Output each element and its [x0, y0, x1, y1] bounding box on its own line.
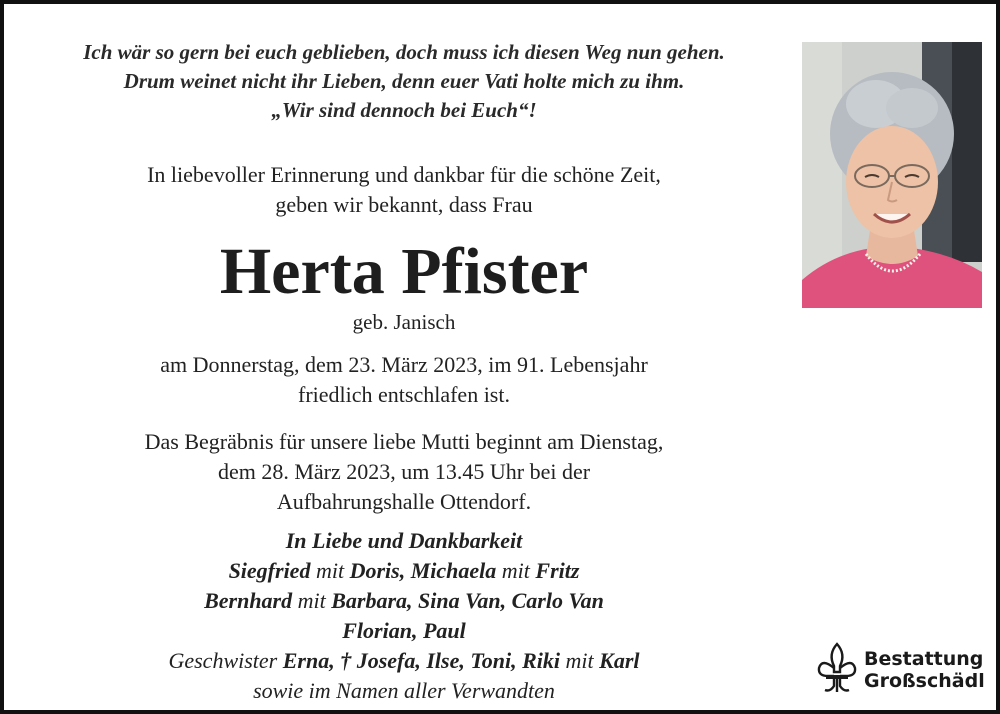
- mit-word: mit: [297, 588, 326, 613]
- fleur-de-lis-icon: [816, 642, 858, 696]
- mourners-line: [44, 556, 764, 586]
- funeral-line: Aufbahrungshalle Ottendorf.: [276, 489, 532, 514]
- death-notice: [44, 350, 764, 410]
- mourners-line: Florian, Paul: [342, 618, 466, 643]
- mourner-name: Bernhard: [204, 588, 293, 613]
- mourners-list: [44, 526, 764, 706]
- funeral-details: [44, 427, 764, 517]
- portrait-photo: [802, 42, 982, 308]
- mit-word: mit: [565, 648, 594, 673]
- funeral-line: Das Begräbnis für unsere liebe Mutti beginnt am Dienstag,: [144, 429, 664, 454]
- deceased-name: Herta Pfister: [219, 235, 589, 308]
- funeral-home-line: Bestattung: [864, 648, 984, 670]
- funeral-home-name: [864, 648, 985, 692]
- mourner-name: Doris, Michaela: [349, 558, 497, 583]
- relatives-line: sowie im Namen aller Verwandten: [253, 678, 555, 703]
- death-line: am Donnerstag, dem 23. März 2023, im 91. Lebensjahr: [160, 352, 648, 377]
- mourners-line: [44, 586, 764, 616]
- verse-line: Drum weinet nicht ihr Lieben, denn euer Vati holte mich zu ihm.: [123, 69, 685, 93]
- funeral-line: dem 28. März 2023, um 13.45 Uhr bei der: [217, 459, 591, 484]
- maiden-name: geb. Janisch: [352, 310, 456, 334]
- intro-line: In liebevoller Erinnerung und dankbar für die schöne Zeit,: [147, 162, 661, 187]
- siblings-label: Geschwister: [168, 648, 278, 673]
- intro-line: geben wir bekannt, dass Frau: [275, 192, 533, 217]
- mourner-name: Siegfried: [228, 558, 311, 583]
- sibling-names: Erna, † Josefa, Ilse, Toni, Riki: [282, 648, 561, 673]
- verse-line: Ich wär so gern bei euch geblieben, doch muss ich diesen Weg nun gehen.: [83, 40, 725, 64]
- memorial-verse: [44, 38, 764, 125]
- verse-line: „Wir sind dennoch bei Euch“!: [271, 98, 537, 122]
- mourner-name: Barbara, Sina Van, Carlo Van: [331, 588, 604, 613]
- mit-word: mit: [501, 558, 530, 583]
- intro-text: [44, 160, 764, 220]
- mourner-name: Karl: [599, 648, 640, 673]
- death-line: friedlich entschlafen ist.: [298, 382, 510, 407]
- mit-word: mit: [315, 558, 345, 583]
- funeral-home-line: Großschädl: [864, 670, 985, 692]
- mourner-name: Fritz: [535, 558, 580, 583]
- mourners-heading: In Liebe und Dankbarkeit: [285, 528, 523, 553]
- mourners-line: [44, 646, 764, 676]
- funeral-home-logo: [816, 642, 988, 698]
